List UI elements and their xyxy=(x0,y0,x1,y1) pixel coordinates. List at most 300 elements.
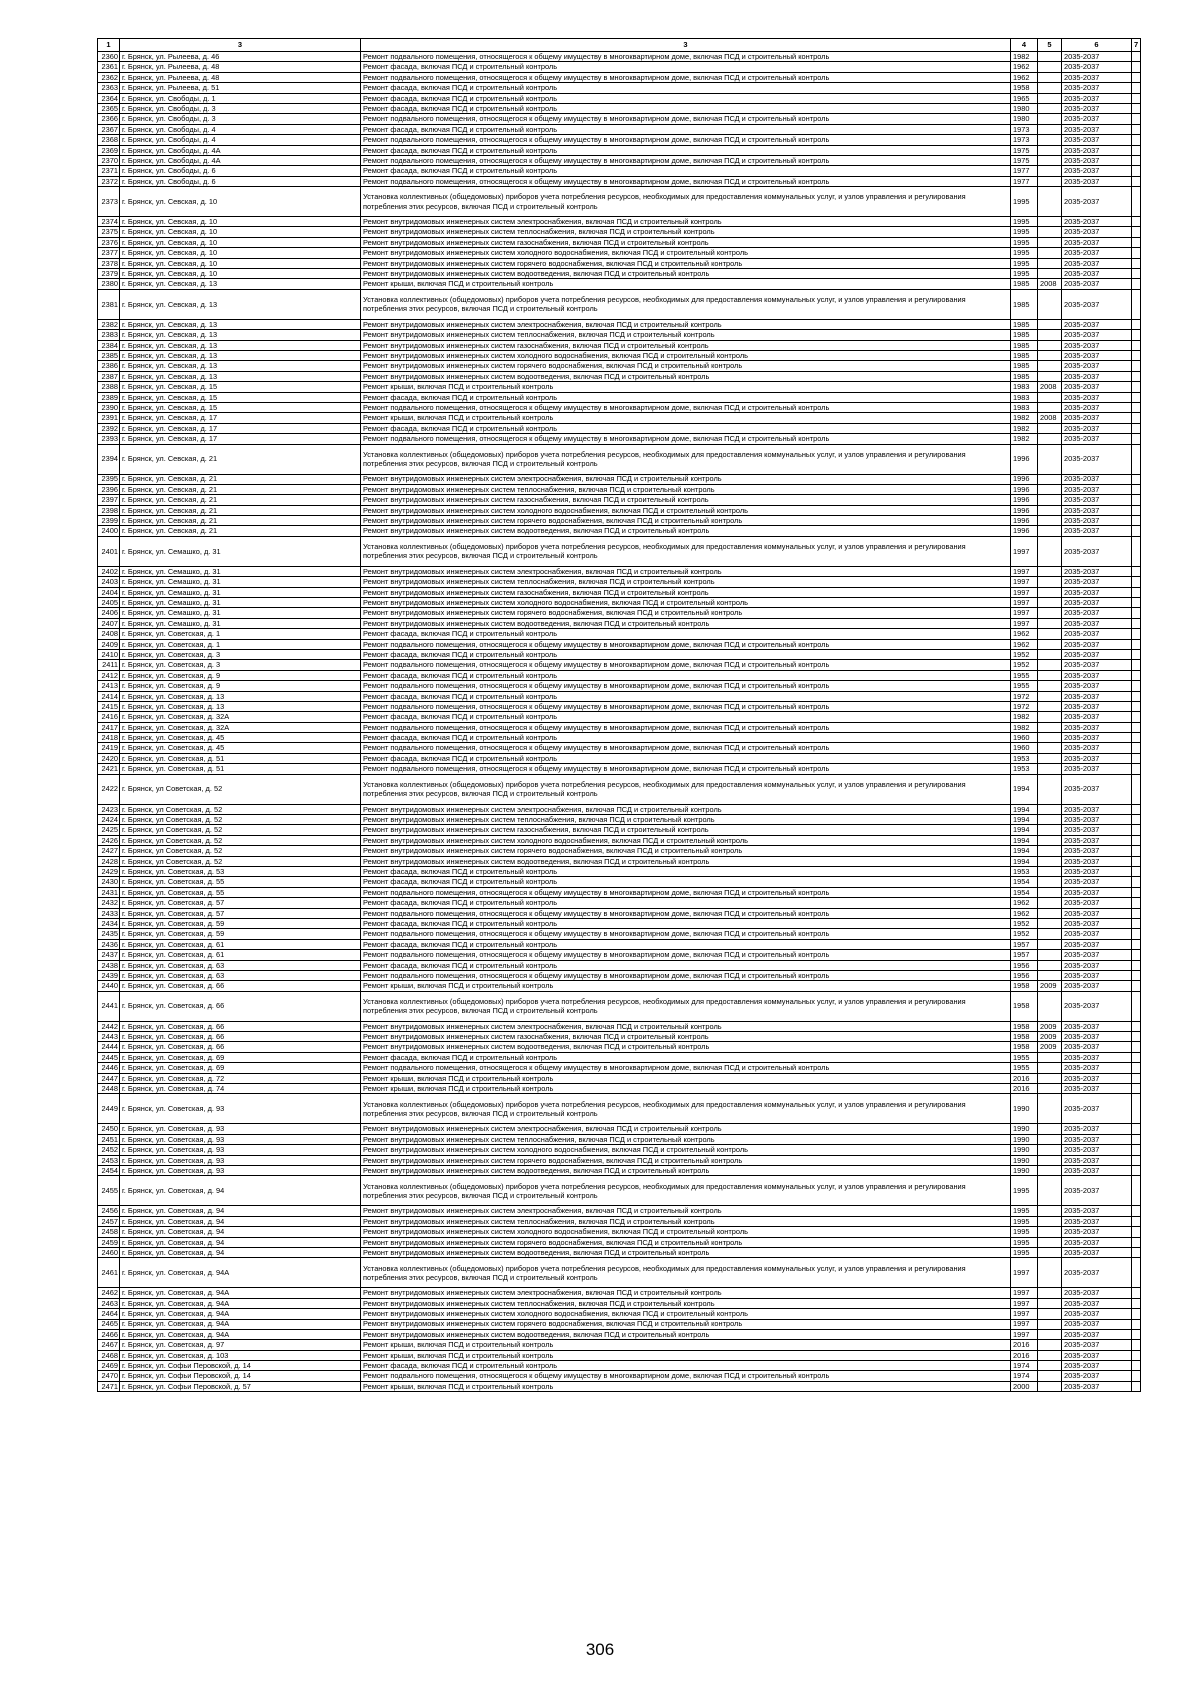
planned-period: 2035-2037 xyxy=(1062,1155,1132,1165)
address: г. Брянск, ул. Советская, д. 66 xyxy=(120,981,361,991)
row-number: 2413 xyxy=(98,681,120,691)
work-type: Ремонт внутридомовых инженерных систем холодного водоснабжения, включая ПСД и строительный контроль xyxy=(361,598,1011,608)
address: г. Брянск, ул. Семашко, д. 31 xyxy=(120,566,361,576)
commission-year: 1997 xyxy=(1011,566,1038,576)
commission-year: 1982 xyxy=(1011,413,1038,423)
work-type: Ремонт подвального помещения, относящегося к общему имуществу в многоквартирном доме, включая ПСД и строительный контроль xyxy=(361,155,1011,165)
row-number: 2399 xyxy=(98,516,120,526)
row-number: 2384 xyxy=(98,340,120,350)
planned-period: 2035-2037 xyxy=(1062,1165,1132,1175)
table-row xyxy=(98,1298,1141,1308)
commission-year: 1985 xyxy=(1011,279,1038,289)
address: г. Брянск, ул. Севская, д. 21 xyxy=(120,526,361,536)
planned-period: 2035-2037 xyxy=(1062,114,1132,124)
work-type: Ремонт подвального помещения, относящегося к общему имуществу в многоквартирном доме, включая ПСД и строительный контроль xyxy=(361,660,1011,670)
table-row xyxy=(98,227,1141,237)
table-row xyxy=(98,1021,1141,1031)
row-number: 2467 xyxy=(98,1340,120,1350)
extra-cell xyxy=(1132,712,1141,722)
extra-cell xyxy=(1132,289,1141,319)
last-repair-year xyxy=(1038,929,1062,939)
extra-cell xyxy=(1132,566,1141,576)
commission-year: 1985 xyxy=(1011,319,1038,329)
commission-year: 1997 xyxy=(1011,1258,1038,1288)
work-type: Ремонт подвального помещения, относящегося к общему имуществу в многоквартирном доме, включая ПСД и строительный контроль xyxy=(361,434,1011,444)
commission-year: 1995 xyxy=(1011,187,1038,217)
address: г. Брянск, ул. Советская, д. 51 xyxy=(120,764,361,774)
work-type: Ремонт внутридомовых инженерных систем электроснабжения, включая ПСД и строительный контроль xyxy=(361,1021,1011,1031)
work-type: Ремонт внутридомовых инженерных систем холодного водоснабжения, включая ПСД и строительный контроль xyxy=(361,248,1011,258)
row-number: 2360 xyxy=(98,52,120,62)
address: г. Брянск, ул. Севская, д. 13 xyxy=(120,361,361,371)
extra-cell xyxy=(1132,371,1141,381)
row-number: 2418 xyxy=(98,733,120,743)
extra-cell xyxy=(1132,1032,1141,1042)
extra-cell xyxy=(1132,825,1141,835)
commission-year: 1952 xyxy=(1011,649,1038,659)
commission-year: 1962 xyxy=(1011,898,1038,908)
extra-cell xyxy=(1132,330,1141,340)
row-number: 2389 xyxy=(98,392,120,402)
table-row xyxy=(98,474,1141,484)
work-type: Ремонт подвального помещения, относящегося к общему имуществу в многоквартирном доме, включая ПСД и строительный контроль xyxy=(361,1371,1011,1381)
row-number: 2370 xyxy=(98,155,120,165)
table-row xyxy=(98,825,1141,835)
planned-period: 2035-2037 xyxy=(1062,856,1132,866)
commission-year: 1955 xyxy=(1011,681,1038,691)
extra-cell xyxy=(1132,1124,1141,1134)
row-number: 2380 xyxy=(98,279,120,289)
address: г. Брянск, ул. Свободы, д. 4А xyxy=(120,145,361,155)
row-number: 2451 xyxy=(98,1134,120,1144)
table-row xyxy=(98,887,1141,897)
extra-cell xyxy=(1132,1052,1141,1062)
commission-year: 1982 xyxy=(1011,434,1038,444)
table-row xyxy=(98,279,1141,289)
planned-period: 2035-2037 xyxy=(1062,950,1132,960)
table-row xyxy=(98,856,1141,866)
work-type: Ремонт внутридомовых инженерных систем теплоснабжения, включая ПСД и строительный контроль xyxy=(361,227,1011,237)
address: г. Брянск, ул. Севская, д. 10 xyxy=(120,248,361,258)
commission-year: 1983 xyxy=(1011,382,1038,392)
work-type: Ремонт внутридомовых инженерных систем электроснабжения, включая ПСД и строительный контроль xyxy=(361,474,1011,484)
commission-year: 1962 xyxy=(1011,629,1038,639)
address: г. Брянск, ул. Советская, д. 72 xyxy=(120,1073,361,1083)
last-repair-year xyxy=(1038,1165,1062,1175)
table-row xyxy=(98,1176,1141,1206)
planned-period: 2035-2037 xyxy=(1062,753,1132,763)
address: г. Брянск, ул. Севская, д. 10 xyxy=(120,258,361,268)
extra-cell xyxy=(1132,774,1141,804)
work-type: Ремонт фасада, включая ПСД и строительный контроль xyxy=(361,918,1011,928)
commission-year: 1985 xyxy=(1011,340,1038,350)
row-number: 2457 xyxy=(98,1216,120,1226)
work-type: Ремонт внутридомовых инженерных систем холодного водоснабжения, включая ПСД и строительный контроль xyxy=(361,1227,1011,1237)
extra-cell xyxy=(1132,981,1141,991)
commission-year: 2000 xyxy=(1011,1381,1038,1391)
address: г. Брянск, ул. Севская, д. 10 xyxy=(120,217,361,227)
work-type: Ремонт подвального помещения, относящегося к общему имуществу в многоквартирном доме, включая ПСД и строительный контроль xyxy=(361,701,1011,711)
row-number: 2427 xyxy=(98,846,120,856)
commission-year: 1996 xyxy=(1011,474,1038,484)
commission-year: 1975 xyxy=(1011,155,1038,165)
row-number: 2471 xyxy=(98,1381,120,1391)
planned-period: 2035-2037 xyxy=(1062,505,1132,515)
row-number: 2466 xyxy=(98,1329,120,1339)
table-row xyxy=(98,350,1141,360)
last-repair-year xyxy=(1038,227,1062,237)
work-type: Ремонт подвального помещения, относящегося к общему имуществу в многоквартирном доме, включая ПСД и строительный контроль xyxy=(361,929,1011,939)
table-row xyxy=(98,898,1141,908)
planned-period: 2035-2037 xyxy=(1062,176,1132,186)
extra-cell xyxy=(1132,1329,1141,1339)
table-row xyxy=(98,1063,1141,1073)
work-type: Ремонт внутридомовых инженерных систем газоснабжения, включая ПСД и строительный контроль xyxy=(361,340,1011,350)
planned-period: 2035-2037 xyxy=(1062,269,1132,279)
row-number: 2464 xyxy=(98,1309,120,1319)
work-type: Ремонт внутридомовых инженерных систем горячего водоснабжения, включая ПСД и строительный контроль xyxy=(361,608,1011,618)
last-repair-year xyxy=(1038,1258,1062,1288)
address: г. Брянск, ул. Свободы, д. 3 xyxy=(120,114,361,124)
extra-cell xyxy=(1132,1298,1141,1308)
planned-period: 2035-2037 xyxy=(1062,382,1132,392)
row-number: 2435 xyxy=(98,929,120,939)
work-type: Ремонт фасада, включая ПСД и строительный контроль xyxy=(361,877,1011,887)
address: г. Брянск, ул. Севская, д. 13 xyxy=(120,330,361,340)
last-repair-year xyxy=(1038,166,1062,176)
commission-year: 1997 xyxy=(1011,577,1038,587)
work-type: Ремонт внутридомовых инженерных систем холодного водоснабжения, включая ПСД и строительный контроль xyxy=(361,505,1011,515)
work-type: Ремонт фасада, включая ПСД и строительный контроль xyxy=(361,960,1011,970)
work-type: Ремонт внутридомовых инженерных систем горячего водоснабжения, включая ПСД и строительный контроль xyxy=(361,846,1011,856)
address: г. Брянск, ул. Севская, д. 15 xyxy=(120,382,361,392)
extra-cell xyxy=(1132,72,1141,82)
table-row xyxy=(98,608,1141,618)
row-number: 2454 xyxy=(98,1165,120,1175)
commission-year: 1994 xyxy=(1011,774,1038,804)
commission-year: 1975 xyxy=(1011,145,1038,155)
planned-period: 2035-2037 xyxy=(1062,103,1132,113)
planned-period: 2035-2037 xyxy=(1062,681,1132,691)
table-row xyxy=(98,135,1141,145)
planned-period: 2035-2037 xyxy=(1062,1042,1132,1052)
planned-period: 2035-2037 xyxy=(1062,1381,1132,1391)
row-number: 2410 xyxy=(98,649,120,659)
last-repair-year xyxy=(1038,423,1062,433)
row-number: 2412 xyxy=(98,670,120,680)
extra-cell xyxy=(1132,444,1141,474)
address: г. Брянск, ул. Советская, д. 53 xyxy=(120,867,361,877)
table-row xyxy=(98,248,1141,258)
commission-year: 1965 xyxy=(1011,93,1038,103)
table-row xyxy=(98,743,1141,753)
row-number: 2461 xyxy=(98,1258,120,1288)
last-repair-year: 2008 xyxy=(1038,382,1062,392)
table-row xyxy=(98,444,1141,474)
planned-period: 2035-2037 xyxy=(1062,618,1132,628)
row-number: 2385 xyxy=(98,350,120,360)
table-row xyxy=(98,587,1141,597)
commission-year: 1995 xyxy=(1011,248,1038,258)
last-repair-year xyxy=(1038,660,1062,670)
extra-cell xyxy=(1132,237,1141,247)
last-repair-year xyxy=(1038,361,1062,371)
table-row xyxy=(98,52,1141,62)
planned-period: 2035-2037 xyxy=(1062,330,1132,340)
address: г. Брянск, ул. Советская, д. 45 xyxy=(120,733,361,743)
table-row xyxy=(98,402,1141,412)
work-type: Ремонт фасада, включая ПСД и строительный контроль xyxy=(361,733,1011,743)
table-row xyxy=(98,340,1141,350)
planned-period: 2035-2037 xyxy=(1062,1094,1132,1124)
work-type: Ремонт крыши, включая ПСД и строительный контроль xyxy=(361,1084,1011,1094)
last-repair-year xyxy=(1038,1361,1062,1371)
last-repair-year xyxy=(1038,1145,1062,1155)
commission-year: 1995 xyxy=(1011,217,1038,227)
row-number: 2459 xyxy=(98,1237,120,1247)
work-type: Ремонт фасада, включая ПСД и строительный контроль xyxy=(361,670,1011,680)
commission-year: 1955 xyxy=(1011,1063,1038,1073)
extra-cell xyxy=(1132,835,1141,845)
last-repair-year xyxy=(1038,52,1062,62)
col-header-number: 1 xyxy=(98,39,120,52)
planned-period: 2035-2037 xyxy=(1062,1288,1132,1298)
extra-cell xyxy=(1132,1371,1141,1381)
table-header xyxy=(98,39,1141,52)
address: г. Брянск, ул. Семашко, д. 31 xyxy=(120,536,361,566)
row-number: 2392 xyxy=(98,423,120,433)
table-row xyxy=(98,1134,1141,1144)
last-repair-year: 2009 xyxy=(1038,981,1062,991)
table-row xyxy=(98,691,1141,701)
last-repair-year xyxy=(1038,1227,1062,1237)
last-repair-year xyxy=(1038,1084,1062,1094)
table-row xyxy=(98,950,1141,960)
row-number: 2416 xyxy=(98,712,120,722)
planned-period: 2035-2037 xyxy=(1062,733,1132,743)
row-number: 2411 xyxy=(98,660,120,670)
extra-cell xyxy=(1132,764,1141,774)
row-number: 2377 xyxy=(98,248,120,258)
row-number: 2363 xyxy=(98,83,120,93)
last-repair-year xyxy=(1038,618,1062,628)
commission-year: 1972 xyxy=(1011,701,1038,711)
table-row xyxy=(98,1350,1141,1360)
last-repair-year xyxy=(1038,815,1062,825)
work-type: Установка коллективных (общедомовых) приборов учета потребления ресурсов, необходимых для предоставления коммунальных услуг, и узлов управления и регулирования потребления этих ресурсов, включая ПСД и строительный контроль xyxy=(361,536,1011,566)
last-repair-year xyxy=(1038,135,1062,145)
row-number: 2393 xyxy=(98,434,120,444)
planned-period: 2035-2037 xyxy=(1062,371,1132,381)
planned-period: 2035-2037 xyxy=(1062,1329,1132,1339)
last-repair-year xyxy=(1038,505,1062,515)
row-number: 2373 xyxy=(98,187,120,217)
extra-cell xyxy=(1132,1247,1141,1257)
planned-period: 2035-2037 xyxy=(1062,1319,1132,1329)
planned-period: 2035-2037 xyxy=(1062,960,1132,970)
work-type: Ремонт внутридомовых инженерных систем электроснабжения, включая ПСД и строительный контроль xyxy=(361,1288,1011,1298)
row-number: 2396 xyxy=(98,484,120,494)
last-repair-year xyxy=(1038,566,1062,576)
page-number: 306 xyxy=(585,1640,615,1659)
extra-cell xyxy=(1132,413,1141,423)
commission-year: 1990 xyxy=(1011,1165,1038,1175)
commission-year: 1953 xyxy=(1011,764,1038,774)
extra-cell xyxy=(1132,639,1141,649)
work-type: Ремонт подвального помещения, относящегося к общему имуществу в многоквартирном доме, включая ПСД и строительный контроль xyxy=(361,743,1011,753)
address: г. Брянск, ул. Свободы, д. 3 xyxy=(120,103,361,113)
table-row xyxy=(98,1309,1141,1319)
row-number: 2366 xyxy=(98,114,120,124)
row-number: 2417 xyxy=(98,722,120,732)
row-number: 2378 xyxy=(98,258,120,268)
row-number: 2421 xyxy=(98,764,120,774)
row-number: 2409 xyxy=(98,639,120,649)
extra-cell xyxy=(1132,743,1141,753)
col-header-commission-year: 4 xyxy=(1011,39,1038,52)
address: г. Брянск, ул. Советская, д. 94 xyxy=(120,1206,361,1216)
work-type: Ремонт внутридомовых инженерных систем электроснабжения, включая ПСД и строительный контроль xyxy=(361,1124,1011,1134)
row-number: 2403 xyxy=(98,577,120,587)
table-row xyxy=(98,1237,1141,1247)
last-repair-year xyxy=(1038,516,1062,526)
work-type: Ремонт внутридомовых инженерных систем газоснабжения, включая ПСД и строительный контроль xyxy=(361,1032,1011,1042)
table-row xyxy=(98,712,1141,722)
work-type: Ремонт крыши, включая ПСД и строительный контроль xyxy=(361,279,1011,289)
table-row xyxy=(98,1216,1141,1226)
last-repair-year xyxy=(1038,743,1062,753)
last-repair-year xyxy=(1038,1340,1062,1350)
commission-year: 1996 xyxy=(1011,495,1038,505)
table-row xyxy=(98,536,1141,566)
last-repair-year xyxy=(1038,444,1062,474)
commission-year: 1956 xyxy=(1011,970,1038,980)
table-row xyxy=(98,908,1141,918)
commission-year: 1990 xyxy=(1011,1155,1038,1165)
table-row xyxy=(98,330,1141,340)
last-repair-year xyxy=(1038,248,1062,258)
extra-cell xyxy=(1132,1145,1141,1155)
work-type: Ремонт внутридомовых инженерных систем электроснабжения, включая ПСД и строительный контроль xyxy=(361,319,1011,329)
address: г. Брянск, ул. Рылеева, д. 48 xyxy=(120,72,361,82)
planned-period: 2035-2037 xyxy=(1062,743,1132,753)
planned-period: 2035-2037 xyxy=(1062,670,1132,680)
commission-year: 1997 xyxy=(1011,1329,1038,1339)
commission-year: 1994 xyxy=(1011,825,1038,835)
address: г. Брянск, ул. Севская, д. 15 xyxy=(120,392,361,402)
table-row xyxy=(98,566,1141,576)
commission-year: 2016 xyxy=(1011,1073,1038,1083)
table-row xyxy=(98,960,1141,970)
planned-period: 2035-2037 xyxy=(1062,413,1132,423)
last-repair-year xyxy=(1038,856,1062,866)
last-repair-year xyxy=(1038,918,1062,928)
address: г. Брянск, ул. Севская, д. 13 xyxy=(120,350,361,360)
work-type: Ремонт крыши, включая ПСД и строительный контроль xyxy=(361,1350,1011,1360)
last-repair-year xyxy=(1038,712,1062,722)
row-number: 2382 xyxy=(98,319,120,329)
last-repair-year xyxy=(1038,237,1062,247)
table-row xyxy=(98,103,1141,113)
table-row xyxy=(98,1084,1141,1094)
extra-cell xyxy=(1132,93,1141,103)
commission-year: 1994 xyxy=(1011,846,1038,856)
commission-year: 1997 xyxy=(1011,608,1038,618)
row-number: 2434 xyxy=(98,918,120,928)
address: г. Брянск, ул. Советская, д. 13 xyxy=(120,701,361,711)
address: г. Брянск, ул. Советская, д. 103 xyxy=(120,1350,361,1360)
commission-year: 1977 xyxy=(1011,176,1038,186)
last-repair-year xyxy=(1038,846,1062,856)
work-type: Ремонт крыши, включая ПСД и строительный контроль xyxy=(361,981,1011,991)
planned-period: 2035-2037 xyxy=(1062,1176,1132,1206)
address: г. Брянск, ул. Советская, д. 57 xyxy=(120,908,361,918)
extra-cell xyxy=(1132,495,1141,505)
address: г. Брянск, ул. Софьи Перовской, д. 57 xyxy=(120,1381,361,1391)
row-number: 2456 xyxy=(98,1206,120,1216)
extra-cell xyxy=(1132,960,1141,970)
commission-year: 1997 xyxy=(1011,536,1038,566)
row-number: 2390 xyxy=(98,402,120,412)
row-number: 2437 xyxy=(98,950,120,960)
row-number: 2402 xyxy=(98,566,120,576)
work-type: Установка коллективных (общедомовых) приборов учета потребления ресурсов, необходимых для предоставления коммунальных услуг, и узлов управления и регулирования потребления этих ресурсов, включая ПСД и строительный контроль xyxy=(361,991,1011,1021)
last-repair-year xyxy=(1038,867,1062,877)
table-row xyxy=(98,289,1141,319)
row-number: 2368 xyxy=(98,135,120,145)
work-type: Ремонт подвального помещения, относящегося к общему имуществу в многоквартирном доме, включая ПСД и строительный контроль xyxy=(361,52,1011,62)
address: г. Брянск, ул. Советская, д. 55 xyxy=(120,877,361,887)
extra-cell xyxy=(1132,434,1141,444)
commission-year: 1980 xyxy=(1011,114,1038,124)
last-repair-year xyxy=(1038,187,1062,217)
extra-cell xyxy=(1132,681,1141,691)
address: г. Брянск, ул. Советская, д. 94А xyxy=(120,1329,361,1339)
work-type: Ремонт внутридомовых инженерных систем теплоснабжения, включая ПСД и строительный контроль xyxy=(361,815,1011,825)
extra-cell xyxy=(1132,991,1141,1021)
work-type: Ремонт подвального помещения, относящегося к общему имуществу в многоквартирном доме, включая ПСД и строительный контроль xyxy=(361,1063,1011,1073)
work-type: Ремонт фасада, включая ПСД и строительный контроль xyxy=(361,691,1011,701)
last-repair-year xyxy=(1038,319,1062,329)
address: г. Брянск, ул. Севская, д. 10 xyxy=(120,269,361,279)
planned-period: 2035-2037 xyxy=(1062,340,1132,350)
extra-cell xyxy=(1132,1309,1141,1319)
row-number: 2364 xyxy=(98,93,120,103)
work-type: Ремонт внутридомовых инженерных систем холодного водоснабжения, включая ПСД и строительный контроль xyxy=(361,1309,1011,1319)
row-number: 2455 xyxy=(98,1176,120,1206)
work-type: Ремонт фасада, включая ПСД и строительный контроль xyxy=(361,867,1011,877)
address: г. Брянск, ул. Советская, д. 94 xyxy=(120,1247,361,1257)
extra-cell xyxy=(1132,867,1141,877)
commission-year: 1995 xyxy=(1011,1227,1038,1237)
row-number: 2442 xyxy=(98,1021,120,1031)
commission-year: 1983 xyxy=(1011,392,1038,402)
extra-cell xyxy=(1132,1042,1141,1052)
last-repair-year xyxy=(1038,939,1062,949)
extra-cell xyxy=(1132,402,1141,412)
commission-year: 1990 xyxy=(1011,1124,1038,1134)
commission-year: 1953 xyxy=(1011,753,1038,763)
address: г. Брянск, ул. Советская, д. 94А xyxy=(120,1319,361,1329)
last-repair-year xyxy=(1038,764,1062,774)
planned-period: 2035-2037 xyxy=(1062,145,1132,155)
planned-period: 2035-2037 xyxy=(1062,1361,1132,1371)
row-number: 2448 xyxy=(98,1084,120,1094)
planned-period: 2035-2037 xyxy=(1062,1124,1132,1134)
work-type: Ремонт подвального помещения, относящегося к общему имуществу в многоквартирном доме, включая ПСД и строительный контроль xyxy=(361,970,1011,980)
planned-period: 2035-2037 xyxy=(1062,72,1132,82)
extra-cell xyxy=(1132,350,1141,360)
